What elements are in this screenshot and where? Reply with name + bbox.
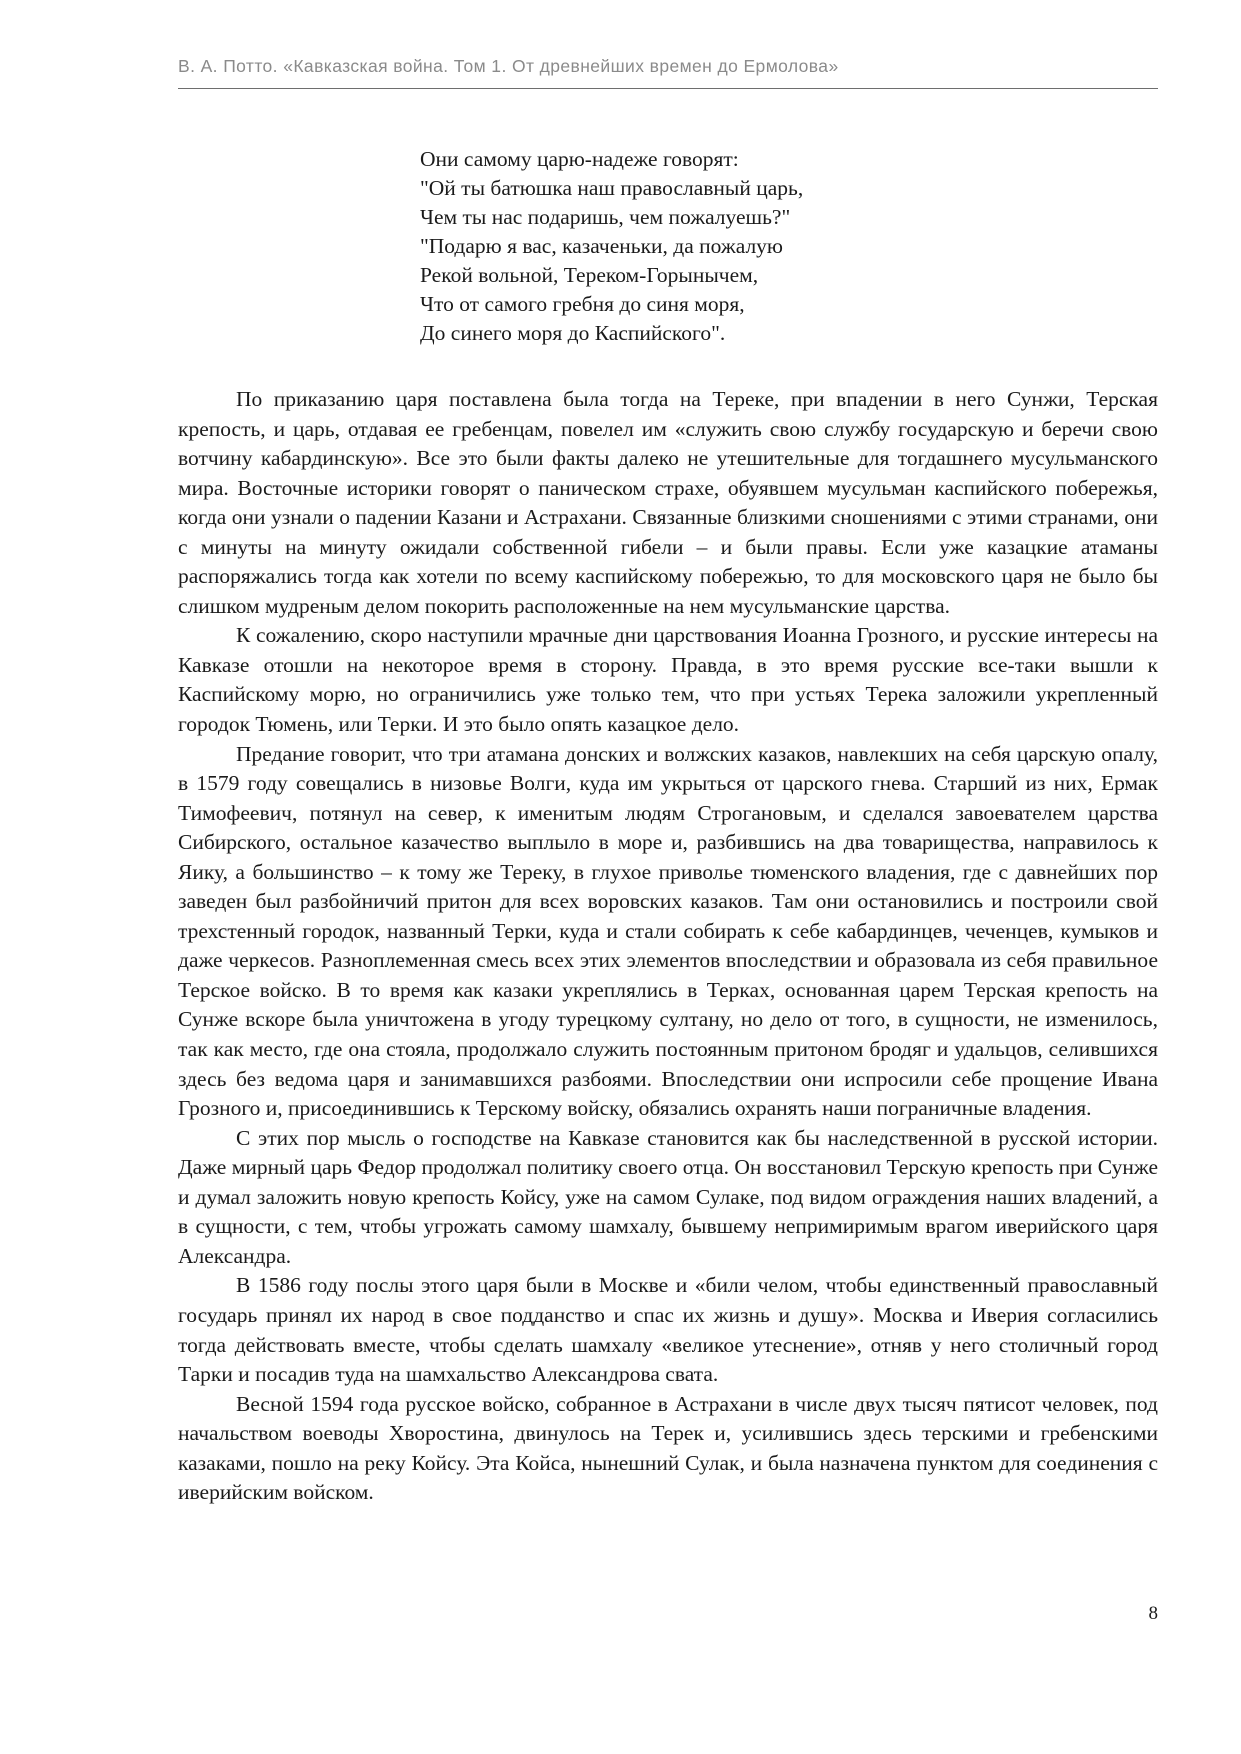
verse-line: Они самому царю-надеже говорят:: [420, 147, 739, 171]
verse-line: Что от самого гребня до синя моря,: [420, 292, 745, 316]
verse-line: Рекой вольной, Тереком-Горынычем,: [420, 263, 759, 287]
paragraph: Весной 1594 года русское войско, собранное в Астрахани в числе двух тысяч пятисот человек, под начальством воеводы Хворостина, двинулось на Терек и, усилившись здесь терскими и гребенскими казаками, пошло на реку Койсу. Эта Койса, нынешний Сулак, и была назначена пунктом для соединения с иверийским войском.: [178, 1391, 1158, 1505]
verse-line: "Ой ты батюшка наш православный царь,: [420, 176, 804, 200]
verse-line: Чем ты нас подаришь, чем пожалуешь?": [420, 205, 791, 229]
paragraph: К сожалению, скоро наступили мрачные дни царствования Иоанна Грозного, и русские интересы на Кавказе отошли на некоторое время в сторону. Правда, в это время русские все-таки вышли к Каспийскому морю, но ограничились уже только тем, что при устьях Терека заложили укрепленный городок Тюмень, или Терки. И это было опять казацкое дело.: [178, 623, 1158, 737]
body-text: [178, 385, 1158, 1508]
header-rule: [178, 88, 1158, 89]
paragraph: Предание говорит, что три атамана донских и волжских казаков, навлекших на себя царскую опалу, в 1579 году совещались в низовье Волги, куда им укрыться от царского гнева. Старший из них, Ермак Тимофеевич, потянул на север, к именитым людям Строгановым, и сделался завоевателем царства Сибирского, остальное казачество выплыло в море и, разбившись на два товарищества, направилось к Яику, а большинство – к тому же Тереку, в глухое приволье тюменского владения, где с давнейших пор заведен был разбойничий притон для всех воровских казаков. Там они остановились и построили свой трехстенный городок, названный Терки, куда и стали собирать к себе кабардинцев, чеченцев, кумыков и даже черкесов. Разноплеменная смесь всех этих элементов впоследствии и образовала из себя правильное Терское войско. В то время как казаки укреплялись в Терках, основанная царем Терская крепость на Сунже вскоре была уничтожена в угоду турецкому султану, но дело от того, в сущности, не изменилось, так как место, где она стояла, продолжало служить постоянным притоном бродяг и удальцов, селившихся здесь без ведома царя и занимавшихся разбоями. Впоследствии они испросили себе прощение Ивана Грозного и, присоединившись к Терскому войску, обязались охранять наши пограничные владения.: [178, 741, 1158, 1121]
verse-quote: [420, 145, 803, 348]
paragraph: С этих пор мысль о господстве на Кавказе становится как бы наследственной в русской истории. Даже мирный царь Федор продолжал политику своего отца. Он восстановил Терскую крепость при Сунже и думал заложить новую крепость Койсу, уже на самом Сулаке, под видом ограждения наших владений, а в сущности, с тем, чтобы угрожать самому шамхалу, бывшему непримиримым врагом иверийского царя Александра.: [178, 1125, 1158, 1268]
paragraph: В 1586 году послы этого царя были в Москве и «били челом, чтобы единственный православный государь принял их народ в свое подданство и спас их жизнь и душу». Москва и Иверия согласились тогда действовать вместе, чтобы сделать шамхалу «великое утеснение», отняв у него столичный город Тарки и посадив туда на шамхальство Александрова свата.: [178, 1273, 1158, 1387]
verse-line: "Подарю я вас, казаченьки, да пожалую: [420, 234, 783, 258]
page-number: 8: [1148, 1603, 1158, 1624]
verse-line: До синего моря до Каспийского".: [420, 321, 726, 345]
paragraph: По приказанию царя поставлена была тогда на Тереке, при впадении в него Сунжи, Терская крепость, и царь, отдавая ее гребенцам, повелел им «служить свою службу государскую и беречи свою вотчину кабардинскую». Все это были факты далеко не утешительные для тогдашнего мусульманского мира. Восточные историки говорят о паническом страхе, обуявшем мусульман каспийского побережья, когда они узнали о падении Казани и Астрахани. Связанные близкими сношениями с этими странами, они с минуты на минуту ожидали собственной гибели – и были правы. Если уже казацкие атаманы распоряжались тогда как хотели по всему каспийскому побережью, то для московского царя не было бы слишком мудреным делом покорить расположенные на нем мусульманские царства.: [178, 387, 1158, 618]
running-header: В. А. Потто. «Кавказская война. Том 1. От древнейших времен до Ермолова»: [178, 56, 839, 76]
